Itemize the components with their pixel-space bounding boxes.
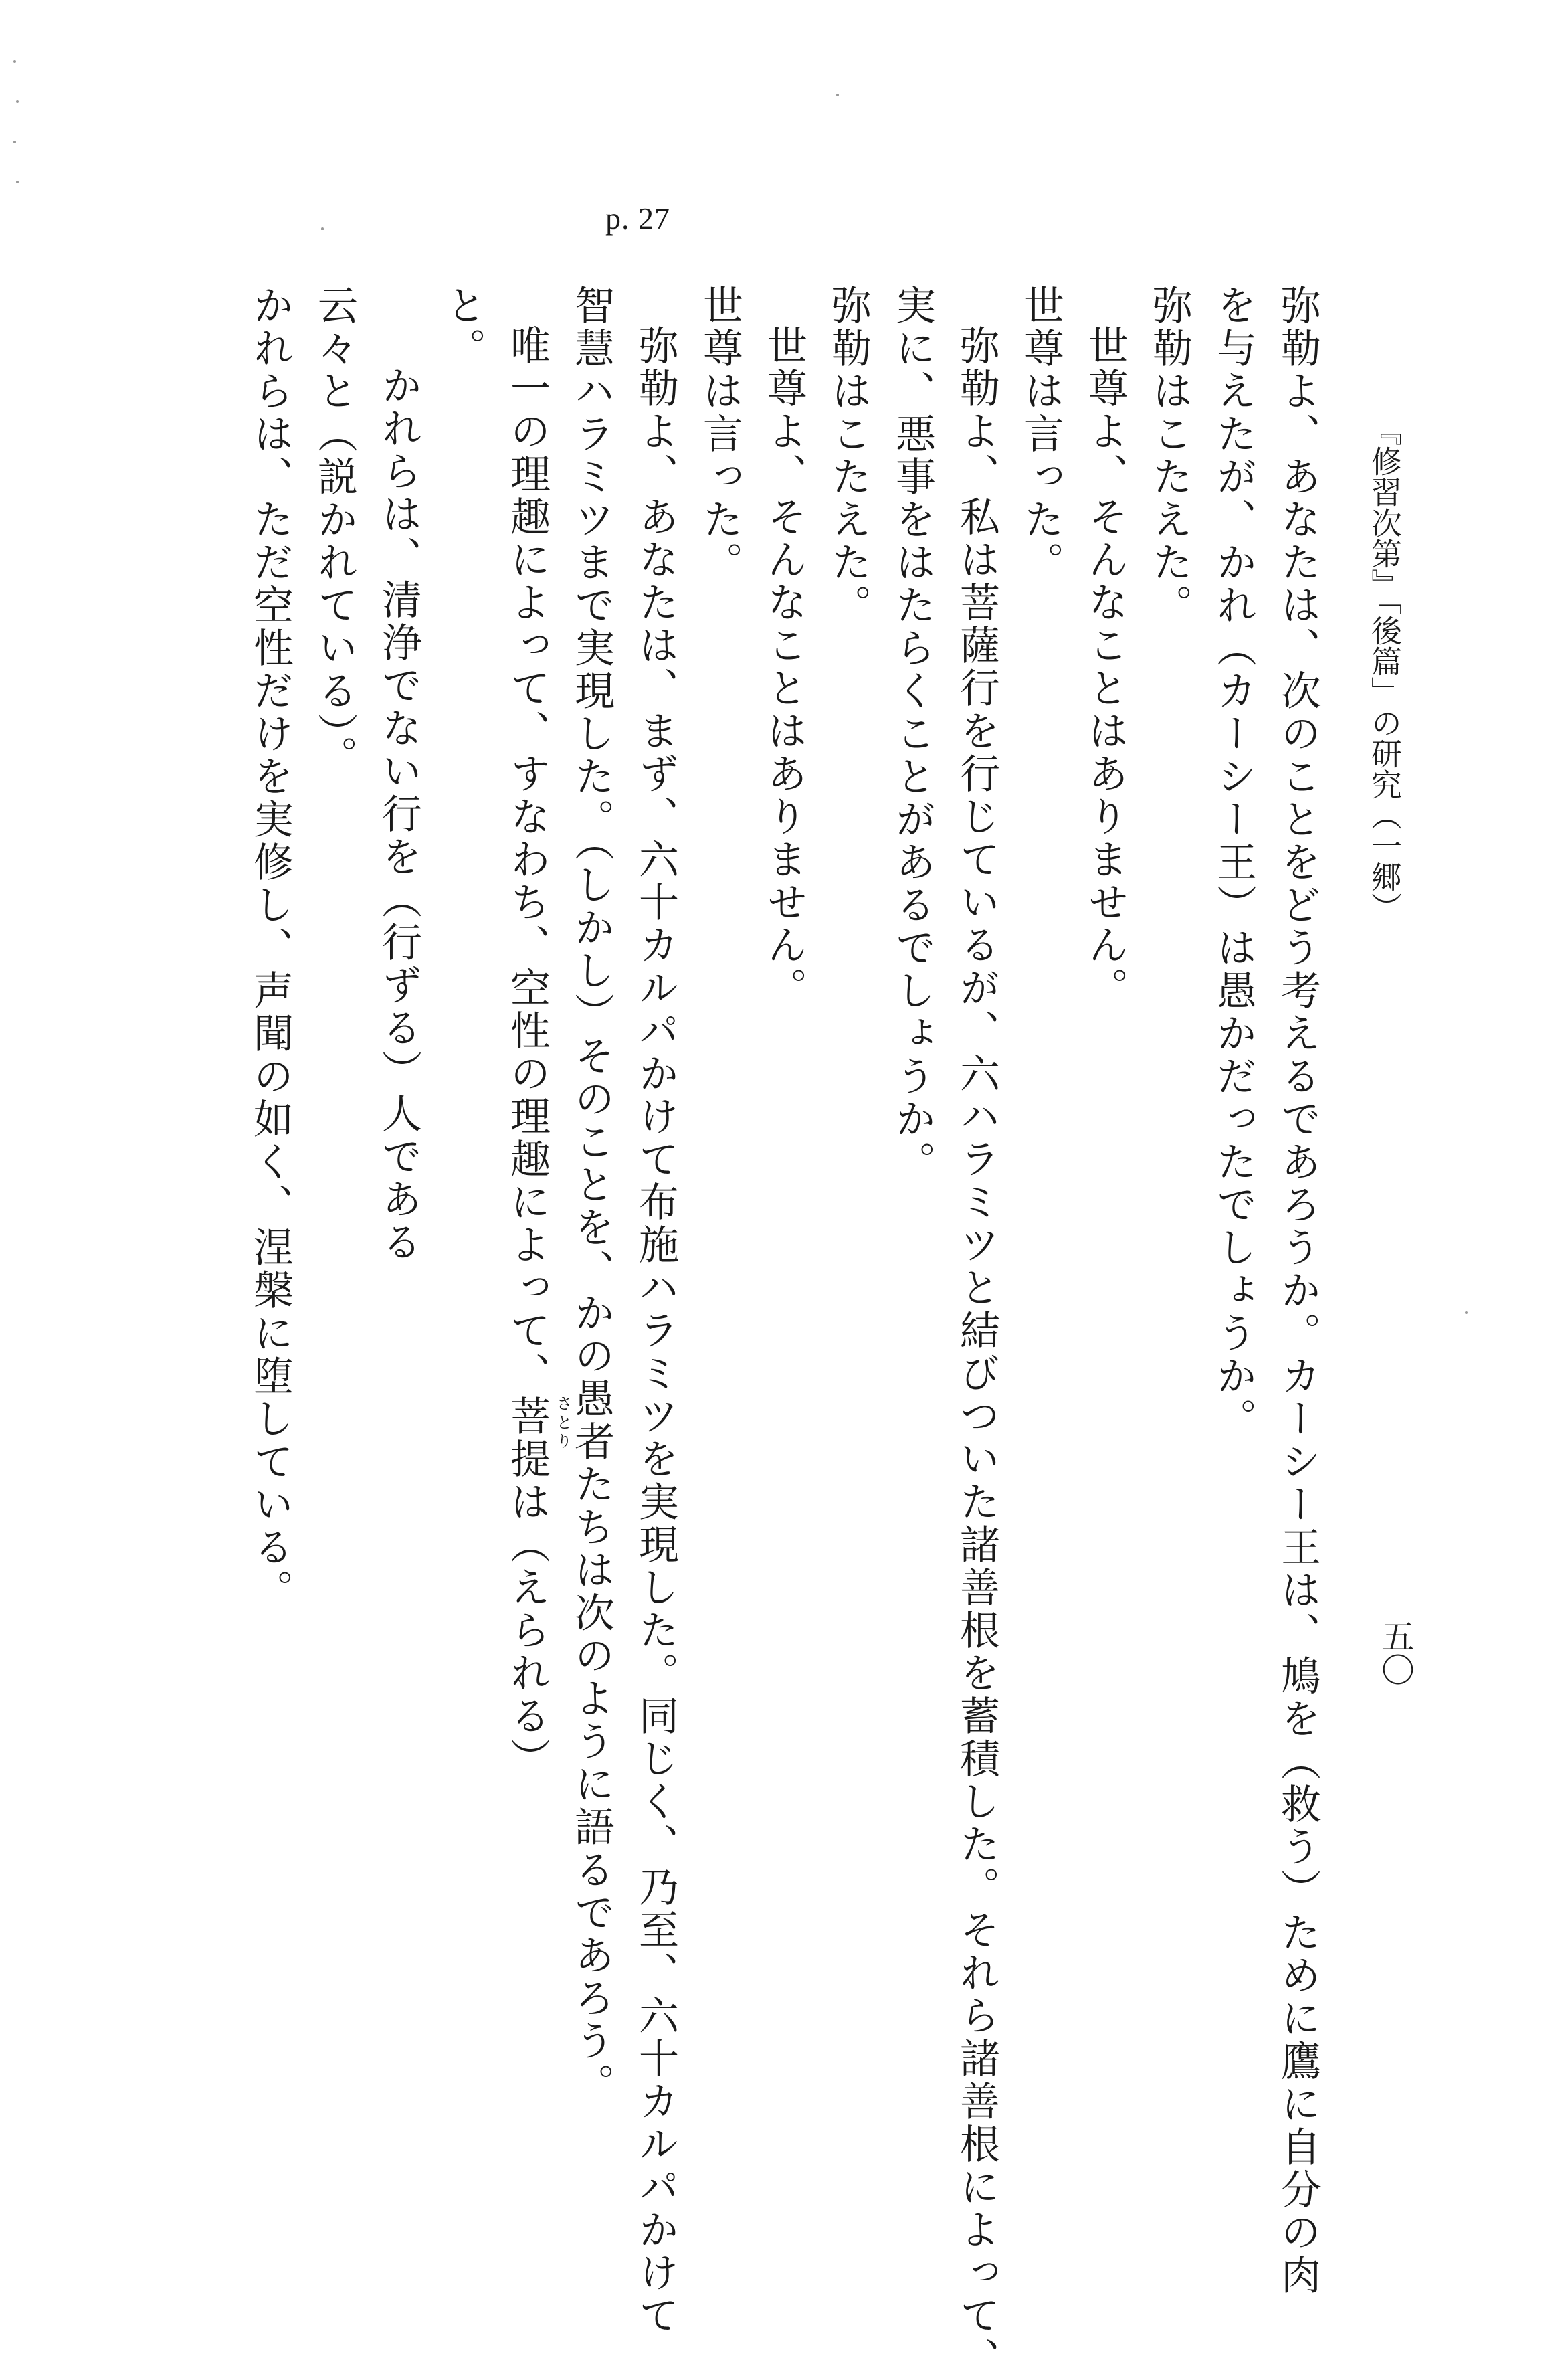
text-line-with-ruby (495, 284, 572, 1977)
folio-page-number: 五〇 (1376, 1619, 1415, 1686)
text-line: かれらは、清浄でない行を（行ずる）人である (375, 365, 422, 1264)
ruby-word (504, 1395, 572, 1481)
body-text (238, 284, 1330, 2380)
text-line: 世尊よ、そんなことはありません。 (1082, 325, 1129, 1010)
scan-speck (13, 60, 16, 63)
text-segment: 唯一の理趣によって、すなわち、空性の理趣によって、 (504, 325, 551, 1395)
scan-speck (321, 227, 324, 230)
text-line: 世尊は言った。 (1017, 284, 1064, 584)
ruby-base-text: 菩提 (504, 1395, 551, 1481)
text-line: 弥勒はこたえた。 (825, 284, 872, 627)
text-line: 実に、悪事をはたらくことがあるでしょうか。 (889, 284, 936, 1184)
scan-speck (16, 100, 19, 103)
scan-speck (836, 94, 839, 96)
text-line: 弥勒よ、あなたは、まず、六十カルパかけて布施ハラミツを実現した。同じく、乃至、六十カルパかけて (632, 325, 679, 2337)
scan-speck (1465, 1311, 1468, 1314)
scan-speck (16, 181, 19, 183)
text-line: かれらは、ただ空性だけを実修し、声聞の如く、涅槃に堕している。 (247, 284, 294, 1612)
text-line: 世尊は言った。 (696, 284, 743, 584)
text-segment: は（えられる） (504, 1481, 551, 1780)
text-line: 弥勒よ、私は菩薩行を行じているが、六ハラミツと結びついた諸善根を蓄積した。それら諸善根によって、 (953, 325, 1000, 2380)
text-line: を与えたが、かれ（カーシー王）は愚かだったでしょうか。 (1210, 284, 1257, 1441)
running-head: 『修習次第』「後篇」の研究（一郷） (1367, 415, 1403, 923)
ruby-reading: さとり (553, 1395, 572, 1451)
text-line: 云々と（説かれている）。 (311, 284, 358, 778)
text-line: 世尊よ、そんなことはありません。 (761, 325, 807, 1010)
text-line: 智慧ハラミツまで実現した。（しかし）そのことを、かの愚者たちは次のように語るであろう。 (568, 284, 615, 2106)
text-line: 弥勒よ、あなたは、次のことをどう考えるであろうか。カーシー王は、鳩を（救う）ために鷹に自分の肉 (1274, 284, 1321, 2297)
text-line: と。 (439, 284, 486, 370)
page-label: p. 27 (605, 201, 670, 236)
scan-speck (13, 141, 16, 143)
text-line: 弥勒はこたえた。 (1146, 284, 1193, 627)
